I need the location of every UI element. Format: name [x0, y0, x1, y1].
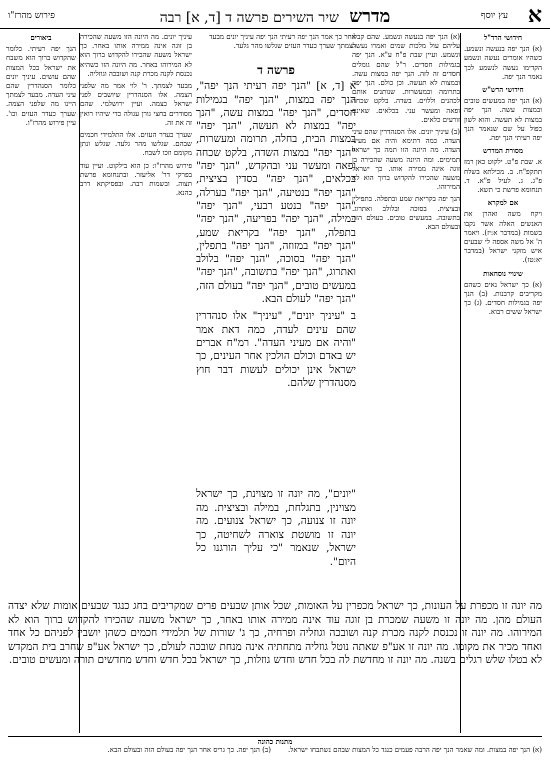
- right-inner-commentary: [352, 33, 460, 598]
- section-title: פרשה ד: [257, 64, 295, 77]
- full-width-text: מה יונה זו מכפרת על העונות, כך ישראל מכפרין על האומות, שכל אותן שבעים פרים שמקריבים בחג כנגד שבעים אומות שלא יצדה העולם מהן. מה יונה זו משעה שמכרת בן זוגה עוד אינה ממירה אותו באחר, כך ישראל משעה שהכירו להקדוש ברוך הוא לא המירוהו. מה יונה זו נכנסת לקנה מכרת קנה ושובכה וגוזליה ופרחיה, כך ג' שורות של תלמידי חכמים כשהן יושבין לפניהם כל אחד ואחד מכיר את מקומו. מה יונה זו אע"פ שאתה נוטל גוזליה מתחתיה אינה מנחת שובכה לעולם, כך ישראל אע"פ שחרב בית המקדש לא בטלו שלש רגלים בשנה. מה יונה זו מחדשת לה בכל חדש וחדש גוזלות, כך ישראל בכל חדש וחדש מחדשים תורה ומעשים טובים.: [8, 600, 542, 666]
- right-margin-item: (א) הנך יפה במעשים טובים ובמצות עשה. הנך יפה במצות לא תעשה. והוא לשון כפול על שם שנאמר הנך יפה רעיתי הנך יפה.: [464, 97, 542, 143]
- commentary-paragraph: פירוש מהרז"ו: כן הוא בילקוט. ועיין עוד בפרקי דר' אליעזר. ובתנחומא פרשת תצוה. ובשמות רבה. ובפסיקתא דרב כהנא.: [80, 161, 192, 198]
- commentary-paragraph: מבעד לצמתך. ר' לוי אמר מה שלפני הצמה. אלו הסנהדרין שיושבים לפני ישראל כצמה. ועיין ירושלמי. שהם מסודרים בחצי גורן עגולה כדי שיהיו רואין זה את זה.: [80, 82, 192, 127]
- commentary-paragraph: עיניך יונים. מה היונה הזו משעה שהכירה בן זוגה אינה ממירה אותו באחר. כך ישראל משעה שהכירו להקדוש ברוך הוא לא המירוהו באחר. מה היונה הזו כשהיא נכנסת לקנה מכרת קנה ושובכה וגוזליה.: [80, 33, 192, 78]
- left-margin-text: הנך יפה רעיתי. כלומר שהקדוש ברוך הוא משבח את ישראל בכל המצות שהם עושים. עיניך יונים כלומר הסנהדרין שהם עיני העדה. מבעד לצמתך היינו מה שלפני הצמה. שערך כעדר העזים וכו'. עיין פירוש מהרז"ו.: [6, 45, 76, 127]
- running-title-text: שיר השירים פרשה ד [ד, א] רבה: [159, 10, 339, 26]
- main-paragraph-b: ב "עיניך יונים", "עיניך" אלו סנהדרין שהם עינים לעדה, כמה דאת אמר "והיה אם מעיני העדה". רמ"ח אברים יש באדם וכולם הולכין אחר העינים, כך ישראל אינן יכולים לעשות דבר חוץ מסנהדרין שלהם.: [196, 310, 356, 389]
- footer-commentary: [8, 736, 542, 764]
- right-margin-item: אם למקרא: [487, 198, 519, 208]
- right-margin-item: א. שבת פ"ט. ילקוט כאן רמז תתקפ"ח. ב. מכילתא בשלח פ"ג. ג. לעיל פ"א. ד. תנחומא פרשת כי תשא.: [464, 158, 542, 195]
- left-header-label: פירוש מהרז"ו: [8, 11, 55, 21]
- footer-left-text: (ב) הנך יפה. כך גריס אחר הנך יפה בעולם הזה ובעולם הבא.: [107, 746, 271, 754]
- left-margin-title: ביאורים: [30, 33, 52, 42]
- commentary-paragraph: שערך כעדר העזים. אלו התלמידי חכמים שבהם. שגלשו מהר גלעד. שגלש ונתן מקומם וזכו לשבח.: [80, 131, 192, 158]
- running-title-bold: מדרש: [349, 6, 391, 27]
- right-margin-item: מסורת המדרש: [482, 146, 523, 156]
- footer-title: מתנות כהונה: [257, 737, 293, 746]
- running-title: [140, 6, 410, 27]
- right-margin-item: ויקח משה ואהרן את האנשים האלה אשר נקבו בשמות (במדבר א:יז). ויאמר ה' אל משה אספה לי שבעים איש מזקני ישראל (במדבר יא:טז).: [464, 210, 542, 265]
- footer-right-text: (א) הנך יפה במצות. ומה שאמר הנך יפה הרבה פעמים כנגד כל המצות שבהם נשתבחו ישראל.: [287, 746, 542, 754]
- main-text-continuation: "יונים", מה יונה זו מצוינת, כך ישראל מצוינין, בתגלחת, במילה ובציצית. מה יונה זו צנועה, כך ישראל צנועים. מה יונה זו מושטת צוארה לשחיטה, כך ישראל, שנאמר "כי עליך הורגנו כל היום".: [196, 488, 356, 568]
- right-margin-item: שינויי נוסחאות: [483, 268, 523, 278]
- right-header-label: עץ יוסף: [480, 11, 508, 21]
- right-margin-title: חידושי הרד"ל: [483, 33, 523, 42]
- commentary-paragraph: הנך יפה בקריאת שמע ובתפלה. בתפילין ובציצית. בסוכה ובלולב ואתרוג. בתשובה. במעשים טובים. בעולם הזה ובעולם הבא.: [352, 195, 460, 232]
- right-margin-item: (א) הנך יפה בנעשה ונשמע. כשהיו אומרים נעשה ונשמע הקדימו נעשה לנשמע לכך נאמר הנך יפה.: [464, 45, 542, 81]
- right-margin-item: חידושי הרש"ש: [482, 85, 524, 95]
- top-center-text: אחר כך אמר הנך יפה רעיתי הנך יפה עיניך יונים מבעד לצמתך שערך כעדר העזים שגלשו מהר גלעד.: [209, 33, 356, 50]
- main-text-column: [196, 64, 356, 484]
- main-paragraph-a: א [ד, א] "הנך יפה רעיתי הנך יפה", הנך יפה במצות, "הנך יפה" בגמילות חסדים, "הנך יפה" במצות עשה, "הנך יפה" במצות לא תעשה, "הנך יפה" במצות הבית, בחלה, תרומה ומעשרות, "הנך יפה" במצות השדה, בלקט שכחה ופאה ומעשר עני ובהקדש, "הנך יפה" בכלאים, "הנך יפה" בסדין בציצית, "הנך יפה" בנטיעה, "הנך יפה" בערלה, "הנך יפה" בנטע רבעי, "הנך יפה" במילה, "הנך יפה" בפריעה, "הנך יפה" בתפלה, "הנך יפה" בקריאת שמע, "הנך יפה" במזוזה, "הנך יפה" בתפלין, "הנך יפה" בסוכה, "הנך יפה" בלולב ואתרוג, "הנך יפה" בתשובה, "הנך יפה" במעשים טובים, "הנך יפה" בעולם הזה, "הנך יפה" לעולם הבא.: [196, 80, 356, 306]
- page-header: [0, 2, 550, 29]
- right-margin-item: (א) כך ישראל נאים כשהם מקריבים קרבנות. (ב) הנך יפה בגמילות חסדים. (ג) כך ישראל ששים רבוא.: [464, 280, 542, 317]
- commentary-paragraph: (ב) עיניך יונים. אלו הסנהדרין שהם עיני העדה. כמה דתימא והיה אם מעיני העדה. מה היונה הזו תמה כך ישראל תמימים. ומה היונה משעה שהכירה בן זוגה אינה ממירה אותו. כך ישראל משעה שהכירו להקדוש ברוך הוא לא המירוהו.: [352, 128, 460, 192]
- left-inner-commentary: [80, 33, 192, 598]
- commentary-paragraph: (א) הנך יפה בנעשה ונשמע. שהם קבלו עליהם עול מלכות שמים ואמרו נעשה ונשמע. ועיין שבת פ"ח ע"א. הנך יפה בגמילות חסדים. ר"ל שהם גומלים חסדים זה לזה. הנך יפה במצות עשה. ובמצות לא תעשה. וכן כולם. הנך יפה בתרומה ובמעשרות. שנותנים אותם לכהנים וללוים. בשדה. בלקט שכחה ופאה ומעשר עני. בכלאים. שאינם זורעים כלאים.: [352, 33, 460, 124]
- page-letter: א: [527, 2, 542, 28]
